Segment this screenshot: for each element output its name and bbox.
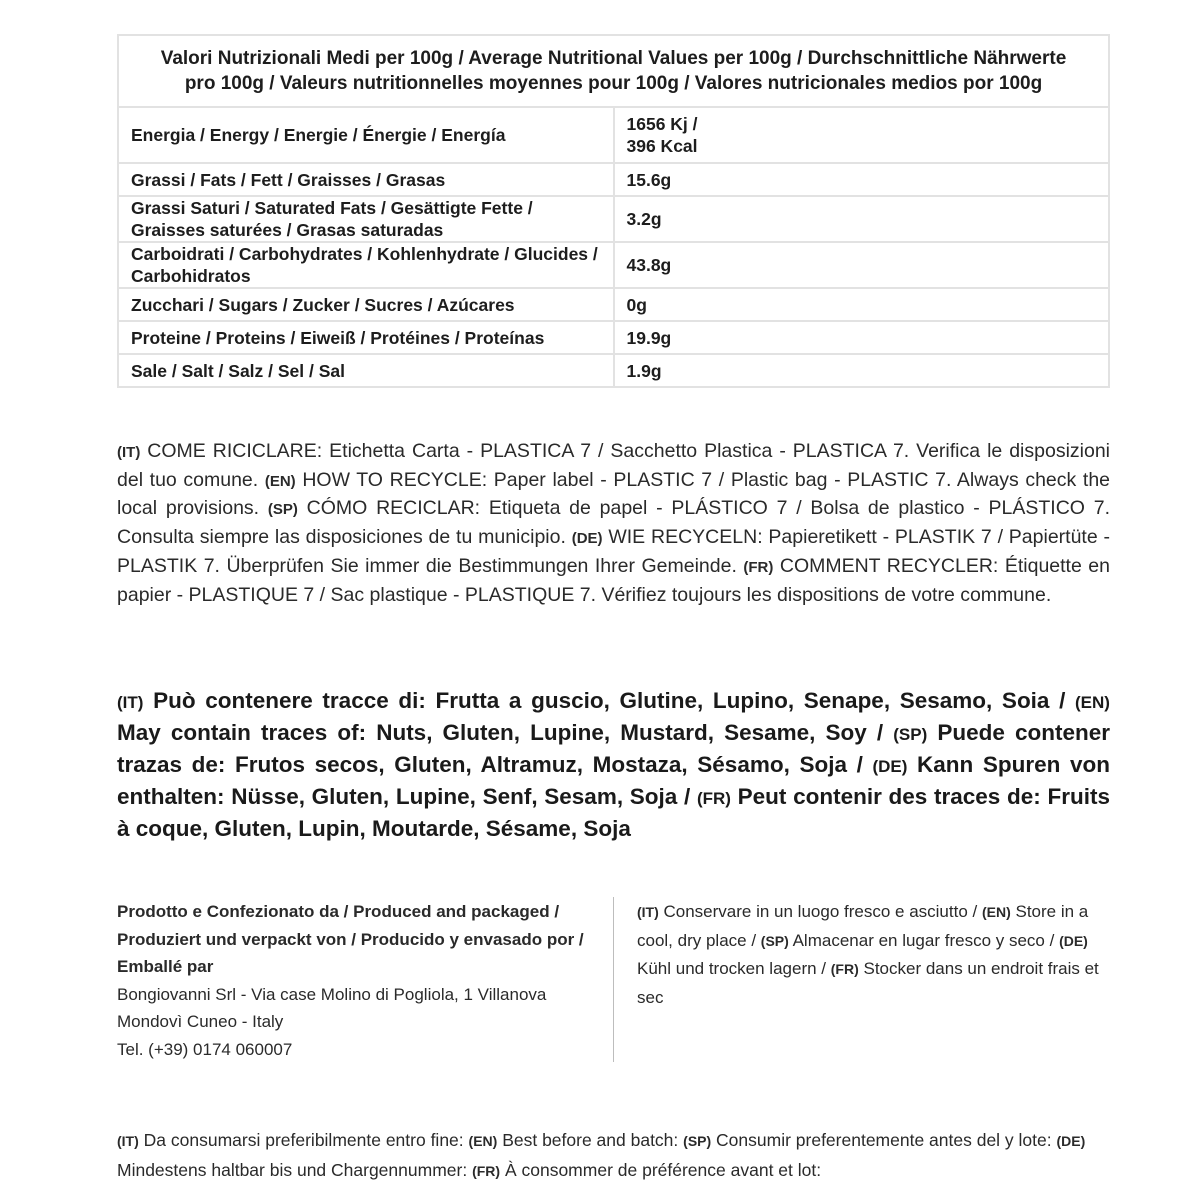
- storage-text-en: Store in a cool, dry place /: [637, 902, 1089, 950]
- best-before-text-sp: Consumir preferentemente antes del y lote:: [716, 1130, 1052, 1150]
- producer-info: [117, 898, 597, 1063]
- best-before-text-fr: À consommer de préférence avant et lot:: [504, 1160, 822, 1180]
- lang-tag-sp: (SP): [683, 1133, 712, 1149]
- lang-tag-en: (EN): [1075, 693, 1110, 712]
- nutrient-value: 1.9g: [614, 354, 1110, 387]
- lang-tag-en: (EN): [981, 904, 1011, 920]
- lang-tag-fr: (FR): [743, 558, 774, 576]
- recycling-text-it: COME RICICLARE: Etichetta Carta - PLASTICA 7 / Sacchetto Plastica - PLASTICA 7. Verifica le disposizioni del tuo comune.: [117, 440, 1111, 491]
- lang-tag-it: (IT): [117, 693, 144, 712]
- nutrient-label: Proteine / Proteins / Eiweiß / Protéines / Proteínas: [118, 321, 614, 354]
- nutrient-label: Grassi / Fats / Fett / Graisses / Grasas: [118, 163, 614, 196]
- nutrient-label: Carboidrati / Carbohydrates / Kohlenhydrate / Glucides / Carbohidratos: [118, 242, 614, 288]
- table-row: [118, 321, 1109, 354]
- nutrient-value: 0g: [614, 288, 1110, 321]
- nutrient-label: Zucchari / Sugars / Zucker / Sucres / Azúcares: [118, 288, 614, 321]
- producer-phone: Tel. (+39) 0174 060007: [117, 1039, 293, 1059]
- allergen-text-de: Kann Spuren von enthalten: Nüsse, Gluten, Lupine, Senf, Sesam, Soja /: [117, 752, 1110, 809]
- storage-text-sp: Almacenar en lugar fresco y seco /: [792, 930, 1055, 950]
- lang-tag-sp: (SP): [760, 932, 789, 949]
- producer-title: Prodotto e Confezionato da / Produced and packaged / Produziert und verpackt von / Producido y envasado por / Emballé par: [117, 902, 584, 976]
- allergen-text-en: May contain traces of: Nuts, Gluten, Lupine, Mustard, Sesame, Soy /: [117, 720, 884, 745]
- nutrient-label: Energia / Energy / Energie / Énergie / Energía: [118, 107, 614, 163]
- lang-tag-de: (DE): [1056, 1133, 1086, 1149]
- nutrient-label: Sale / Salt / Salz / Sel / Sal: [118, 354, 614, 387]
- recycling-text-en: HOW TO RECYCLE: Paper label - PLASTIC 7 / Plastic bag - PLASTIC 7. Always check the local provisions.: [117, 468, 1111, 520]
- table-row: [118, 288, 1109, 321]
- lang-tag-fr: (FR): [696, 789, 731, 808]
- producer-address: Bongiovanni Srl - Via case Molino di Pogliola, 1 Villanova Mondovì Cuneo - Italy: [117, 984, 547, 1031]
- allergen-text-fr: Peut contenir des traces de: Fruits à coque, Gluten, Lupin, Moutarde, Sésame, Soja: [117, 784, 1110, 841]
- recycling-text-de: WIE RECYCELN: Papieretikett - PLASTIK 7 / Papiertüte - PLASTIK 7. Überprüfen Sie immer die Bestimmungen Ihrer Gemeinde.: [117, 526, 1110, 577]
- nutrition-header-line2: pro 100g / Valeurs nutritionnelles moyennes pour 100g / Valores nutricionales medios por 100g: [184, 73, 1043, 94]
- nutrition-header-line1: Valori Nutrizionali Medi per 100g / Average Nutritional Values per 100g / Durchschnittliche Nährwerte: [160, 48, 1067, 69]
- lang-tag-de: (DE): [872, 757, 908, 776]
- allergen-warning: [117, 686, 1110, 844]
- best-before-text-de: Mindestens haltbar bis und Chargennummer:: [117, 1160, 468, 1180]
- recycling-text-sp: CÓMO RECICLAR: Etiqueta de papel - PLÁSTICO 7 / Bolsa de plastico - PLÁSTICO 7. Consulta siempre las disposiciones de tu municipio.: [117, 497, 1111, 549]
- lang-tag-en: (EN): [468, 1133, 498, 1149]
- lang-tag-fr: (FR): [830, 961, 859, 977]
- allergen-text-it: Può contenere tracce di: Frutta a guscio, Glutine, Lupino, Senape, Sesamo, Soia /: [153, 688, 1066, 713]
- nutrient-value: 43.8g: [614, 242, 1110, 288]
- nutrient-value: 3.2g: [614, 196, 1110, 242]
- allergen-text-sp: Puede contener trazas de: Frutos secos, Gluten, Altramuz, Mostaza, Sésamo, Soja /: [117, 720, 1110, 777]
- lang-tag-fr: (FR): [472, 1163, 501, 1179]
- table-row: [118, 163, 1109, 196]
- table-row: [118, 196, 1109, 242]
- energy-kcal: 396 Kcal: [626, 136, 698, 156]
- recycling-text-fr: COMMENT RECYCLER: Étiquette en papier - PLASTIQUE 7 / Sac plastique - PLASTIQUE 7. Vérifiez toujours les dispositions de votre commune.: [117, 554, 1110, 606]
- lang-tag-it: (IT): [117, 444, 141, 461]
- nutrition-header: [118, 35, 1109, 107]
- nutrient-value: 15.6g: [614, 163, 1110, 196]
- best-before-text-it: Da consumarsi preferibilmente entro fine:: [143, 1130, 464, 1150]
- lang-tag-de: (DE): [1059, 932, 1088, 949]
- lang-tag-en: (EN): [264, 472, 296, 490]
- energy-kj: 1656 Kj /: [626, 114, 698, 134]
- column-divider: [613, 897, 614, 1062]
- recycling-instructions: [117, 438, 1110, 608]
- nutrient-value: 19.9g: [614, 321, 1110, 354]
- best-before-text-en: Best before and batch:: [502, 1130, 679, 1150]
- nutrient-label: Grassi Saturi / Saturated Fats / Gesättigte Fette / Graisses saturées / Grasas saturadas: [118, 196, 614, 242]
- storage-text-it: Conservare in un luogo fresco e asciutto /: [663, 902, 978, 921]
- nutrition-table: [117, 34, 1110, 388]
- storage-instructions: [637, 898, 1110, 1011]
- best-before-info: [117, 1126, 1110, 1186]
- nutrition-header-row: [118, 35, 1109, 107]
- storage-text-fr: Stocker dans un endroit frais et sec: [637, 959, 1099, 1007]
- storage-text-de: Kühl und trocken lagern /: [637, 959, 827, 978]
- table-row: [118, 354, 1109, 387]
- table-row: [118, 242, 1109, 288]
- lang-tag-de: (DE): [571, 530, 603, 548]
- table-row-energy: [118, 107, 1109, 163]
- lang-tag-sp: (SP): [267, 501, 298, 519]
- lang-tag-sp: (SP): [893, 725, 928, 744]
- lang-tag-it: (IT): [637, 904, 659, 920]
- nutrient-value: [614, 107, 1110, 163]
- lang-tag-it: (IT): [117, 1133, 139, 1149]
